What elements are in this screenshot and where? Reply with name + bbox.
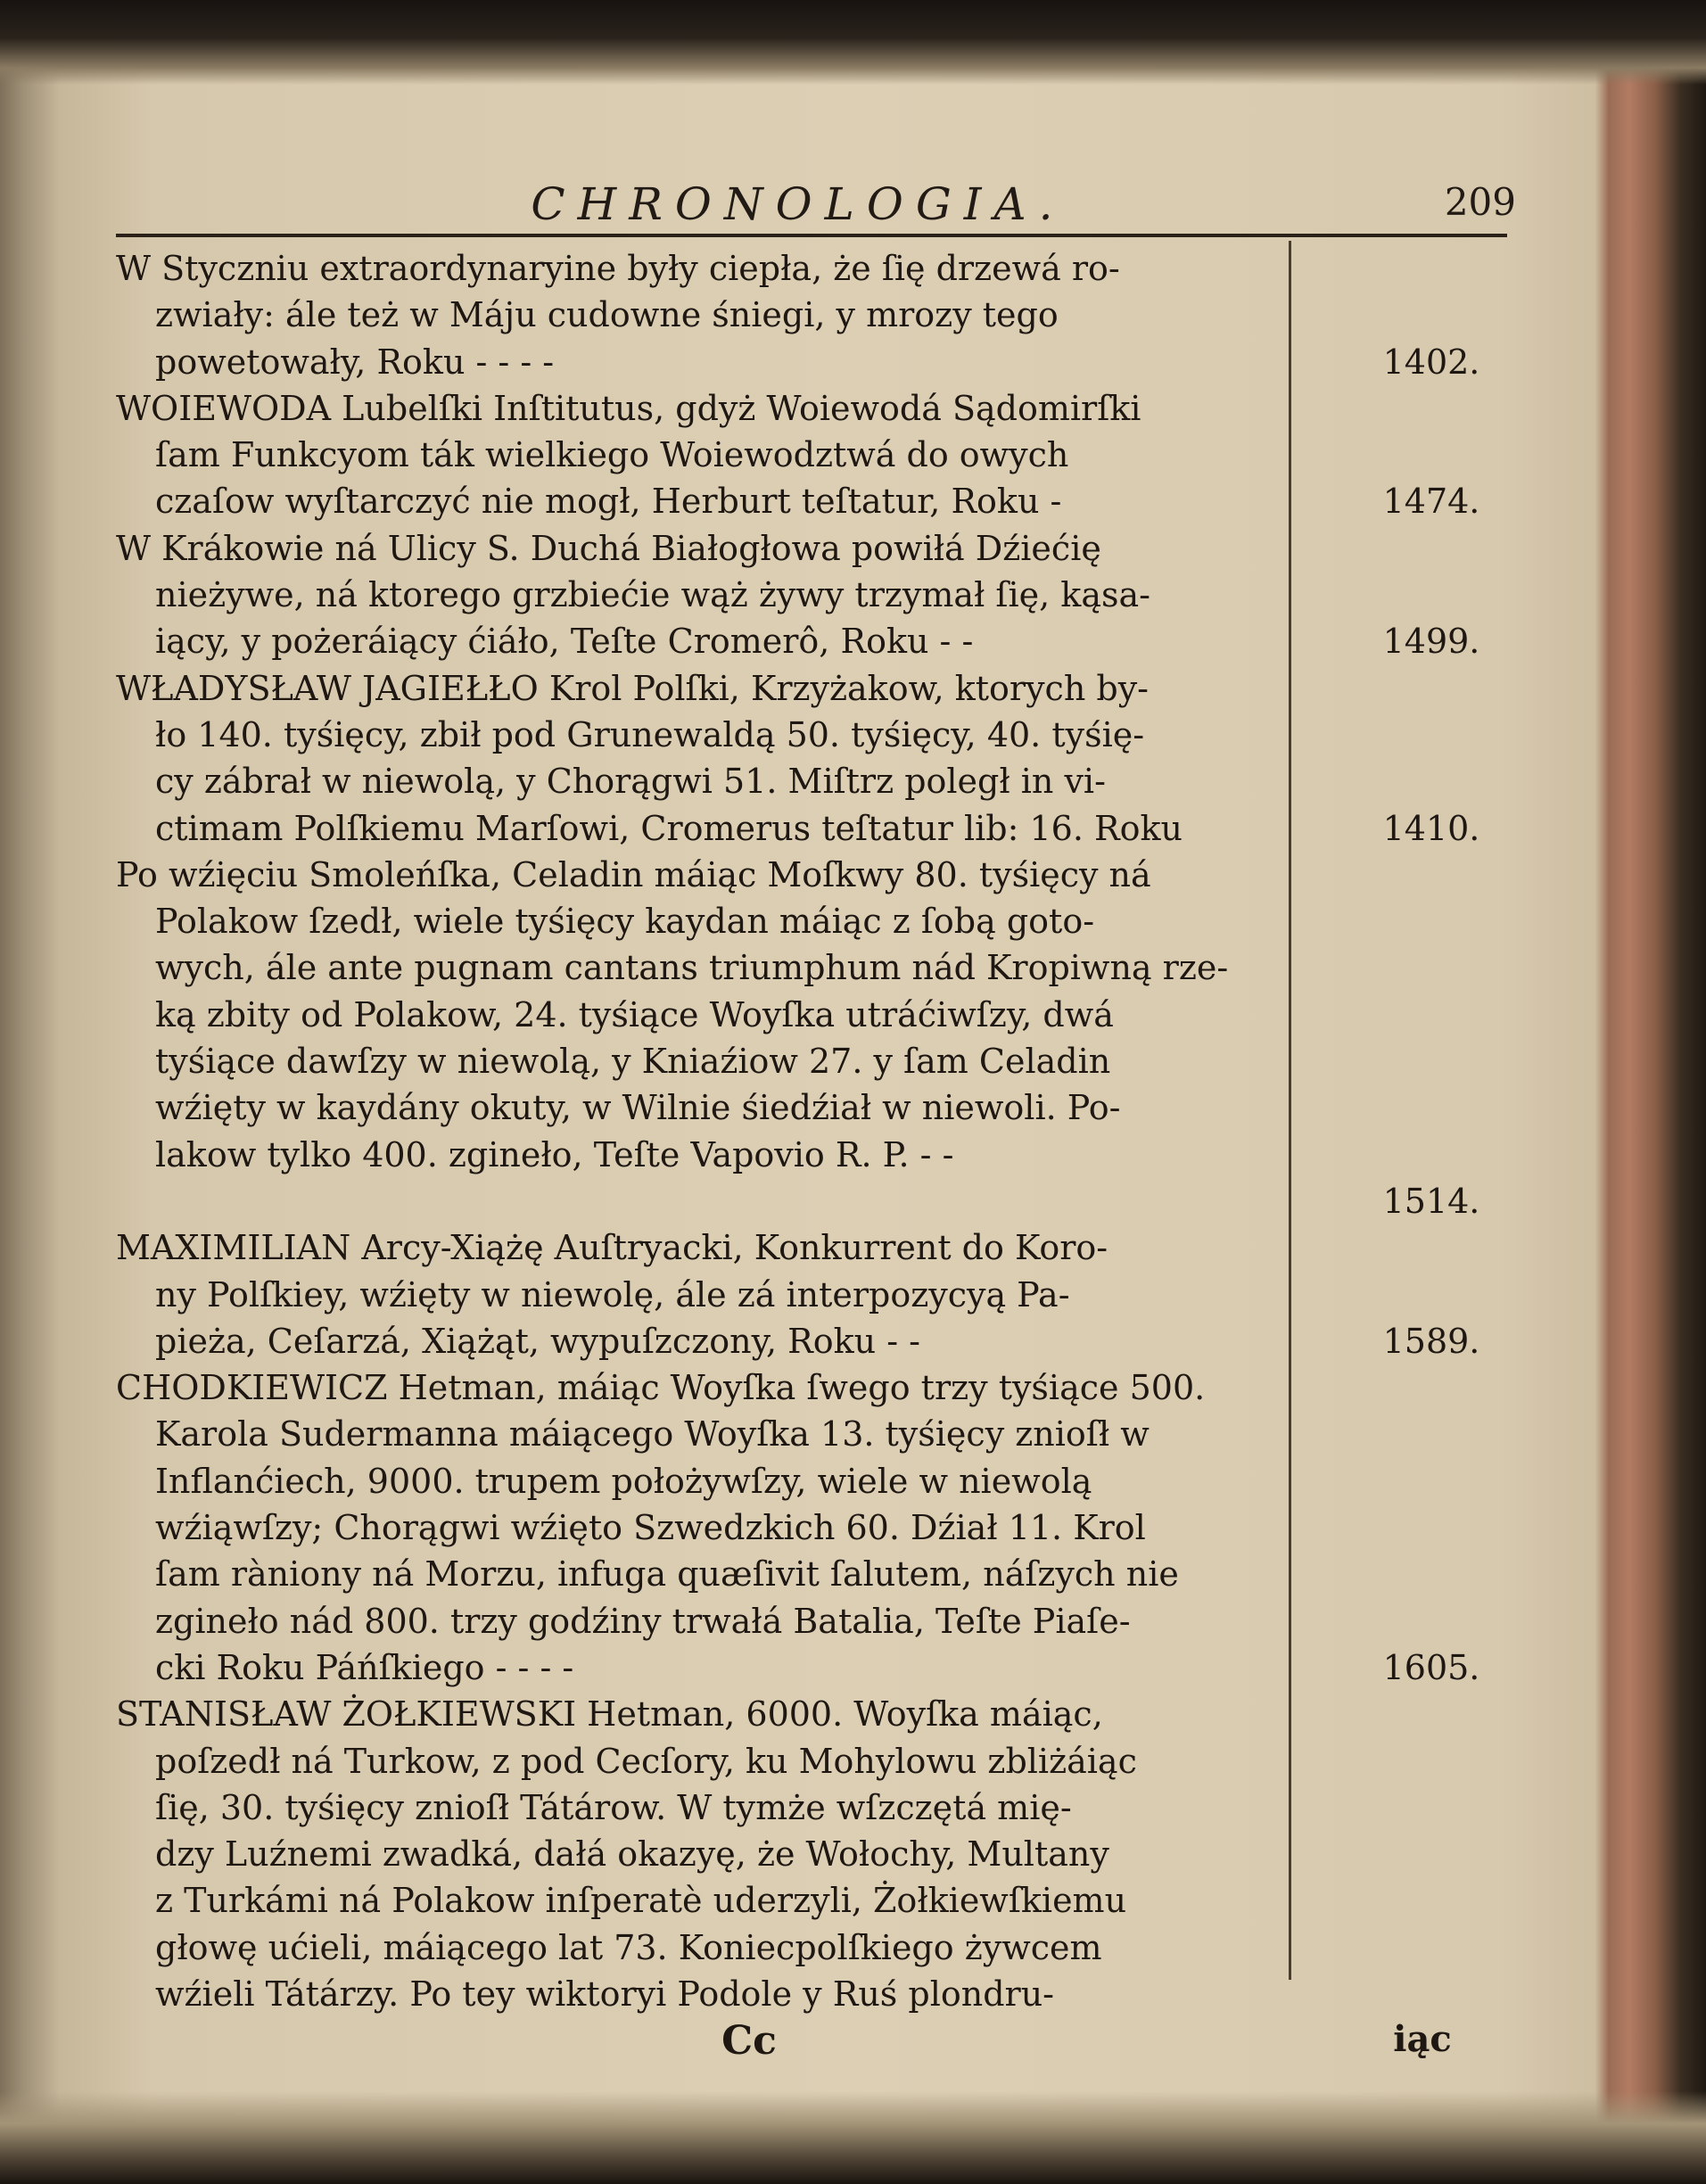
page-number: 209 bbox=[1444, 180, 1516, 224]
text-line: Po wźięciu Smoleńſka, Celadin máiąc Moſkwy 80. tyśięcy ná bbox=[116, 854, 1151, 894]
text-line: ny Polſkiey, wźięty w niewolę, ále zá interpozycyą Pa- bbox=[155, 1274, 1070, 1315]
chronology-entry bbox=[116, 1364, 1507, 1691]
text-line: lakow tylko 400. zgineło, Teſte Vapovio R. P. - - bbox=[155, 1134, 954, 1174]
chronology-entry bbox=[116, 525, 1507, 665]
text-line: zgineło nád 800. trzy godźiny trwałá Batalia, Teſte Piaſe- bbox=[155, 1601, 1131, 1641]
entry-year: 1410. bbox=[1382, 808, 1480, 848]
text-line: wźieli Tátárzy. Po tey wiktoryi Podole y Ruś plondru- bbox=[155, 1974, 1055, 2014]
text-line: powetowały, Roku - - - - bbox=[155, 342, 555, 382]
entry-year: 1499. bbox=[1382, 622, 1480, 662]
book-top-edge bbox=[0, 0, 1706, 85]
page-text-block bbox=[89, 169, 1516, 2078]
text-line: Inflanćiech, 9000. trupem położywſzy, wiele w niewolą bbox=[155, 1461, 1092, 1501]
text-line: wźiąwſzy; Chorągwi wźięto Szwedzkich 60. Dźiał 11. Krol bbox=[155, 1508, 1146, 1548]
chronology-entry bbox=[116, 385, 1507, 525]
text-line: MAXIMILIAN Arcy-Xiążę Auſtryacki, Konkurrent do Koro- bbox=[116, 1228, 1108, 1268]
text-line: cki Roku Páńſkiego - - - - bbox=[155, 1647, 574, 1687]
text-line: ſam Funkcyom ták wielkiego Woiewodztwá do owych bbox=[155, 435, 1069, 475]
running-head: CHRONOLOGIA. bbox=[531, 178, 1066, 230]
text-line: CHODKIEWICZ Hetman, máiąc Woyſka ſwego trzy tyśiące 500. bbox=[116, 1368, 1206, 1408]
text-line: wych, ále ante pugnam cantans triumphum nád Kropiwną rze- bbox=[155, 948, 1229, 988]
chronology-entry bbox=[116, 665, 1507, 852]
text-line: WOIEWODA Lubelſki Inſtitutus, gdyż Woiewodá Sądomirſki bbox=[116, 388, 1141, 428]
text-line: ctimam Polſkiemu Marſowi, Cromerus teſtatur lib: 16. Roku bbox=[155, 808, 1183, 848]
text-line: poſzedł ná Turkow, z pod Cecſory, ku Mohylowu zbliżáiąc bbox=[155, 1741, 1137, 1781]
text-line: W Krákowie ná Ulicy S. Duchá Białogłowa powiłá Dźiećię bbox=[116, 528, 1101, 568]
text-line: Polakow ſzedł, wiele tyśięcy kaydan máiąc z ſobą goto- bbox=[155, 902, 1095, 942]
text-line: ką zbity od Polakow, 24. tyśiące Woyſka utráćiwſzy, dwá bbox=[155, 994, 1114, 1034]
chronology-entry bbox=[116, 245, 1507, 385]
text-line: wźięty w kaydány okuty, w Wilnie śiedźiał w niewoli. Po- bbox=[155, 1088, 1121, 1128]
text-line: ło 140. tyśięcy, zbił pod Grunewaldą 50. tyśięcy, 40. tyśię- bbox=[155, 714, 1145, 754]
book-bottom-edge bbox=[0, 2091, 1706, 2184]
entry-year: 1514. bbox=[1382, 1181, 1480, 1221]
text-line: Karola Sudermanna máiącego Woyſka 13. tyśięcy znioſł w bbox=[155, 1414, 1150, 1455]
chronology-entry bbox=[116, 1224, 1507, 1364]
chronology-entries bbox=[116, 245, 1507, 2017]
text-line: ſię, 30. tyśięcy znioſł Tátárow. W tymże wſzczętá mię- bbox=[155, 1787, 1072, 1827]
text-line: z Turkámi ná Polakow inſperatè uderzyli, Żołkiewſkiemu bbox=[155, 1881, 1127, 1921]
chronology-entry bbox=[116, 1691, 1507, 2017]
entry-year: 1402. bbox=[1382, 342, 1480, 382]
text-line: tyśiące dawſzy w niewolą, y Kniaźiow 27. y ſam Celadin bbox=[155, 1042, 1111, 1082]
chronology-entry bbox=[116, 852, 1507, 1224]
signature-mark: Cc bbox=[721, 2018, 777, 2064]
text-line: pieża, Ceſarzá, Xiążąt, wypuſzczony, Roku - - bbox=[155, 1321, 920, 1361]
entry-year: 1589. bbox=[1382, 1321, 1480, 1361]
text-line bbox=[116, 1178, 1284, 1224]
entry-year: 1605. bbox=[1382, 1647, 1480, 1687]
text-line: cy zábrał w niewolą, y Chorągwi 51. Miſtrz poległ in vi- bbox=[155, 762, 1106, 802]
text-line: dzy Luźnemi zwadká, dałá okazyę, że Wołochy, Multany bbox=[155, 1834, 1109, 1875]
text-line: WŁADYSŁAW JAGIEŁŁO Krol Polſki, Krzyżakow, ktorych by- bbox=[116, 668, 1150, 708]
text-line: czaſow wyſtarczyć nie mogł, Herburt teſtatur, Roku - bbox=[155, 482, 1062, 522]
text-line: ſam ràniony ná Morzu, infuga quæſivit ſalutem, náſzych nie bbox=[155, 1554, 1179, 1595]
text-line: głowę ućieli, máiącego lat 73. Koniecpolſkiego żywcem bbox=[155, 1927, 1102, 1967]
entry-year: 1474. bbox=[1382, 482, 1480, 522]
text-line: iący, y pożeráiący ćiáło, Teſte Cromerô, Roku - - bbox=[155, 622, 974, 662]
text-line: STANISŁAW ŻOŁKIEWSKI Hetman, 6000. Woyſka máiąc, bbox=[116, 1694, 1103, 1735]
text-line: zwiały: ále też w Máju cudowne śniegi, y mrozy tego bbox=[155, 295, 1059, 335]
text-line: nieżywe, ná ktorego grzbiećie wąż żywy trzymał ſię, kąsa- bbox=[155, 575, 1150, 615]
header-rule bbox=[116, 234, 1507, 237]
text-line: W Styczniu extraordynaryine były ciepła, że ſię drzewá ro- bbox=[116, 249, 1120, 288]
catchword: iąc bbox=[1393, 2018, 1452, 2060]
